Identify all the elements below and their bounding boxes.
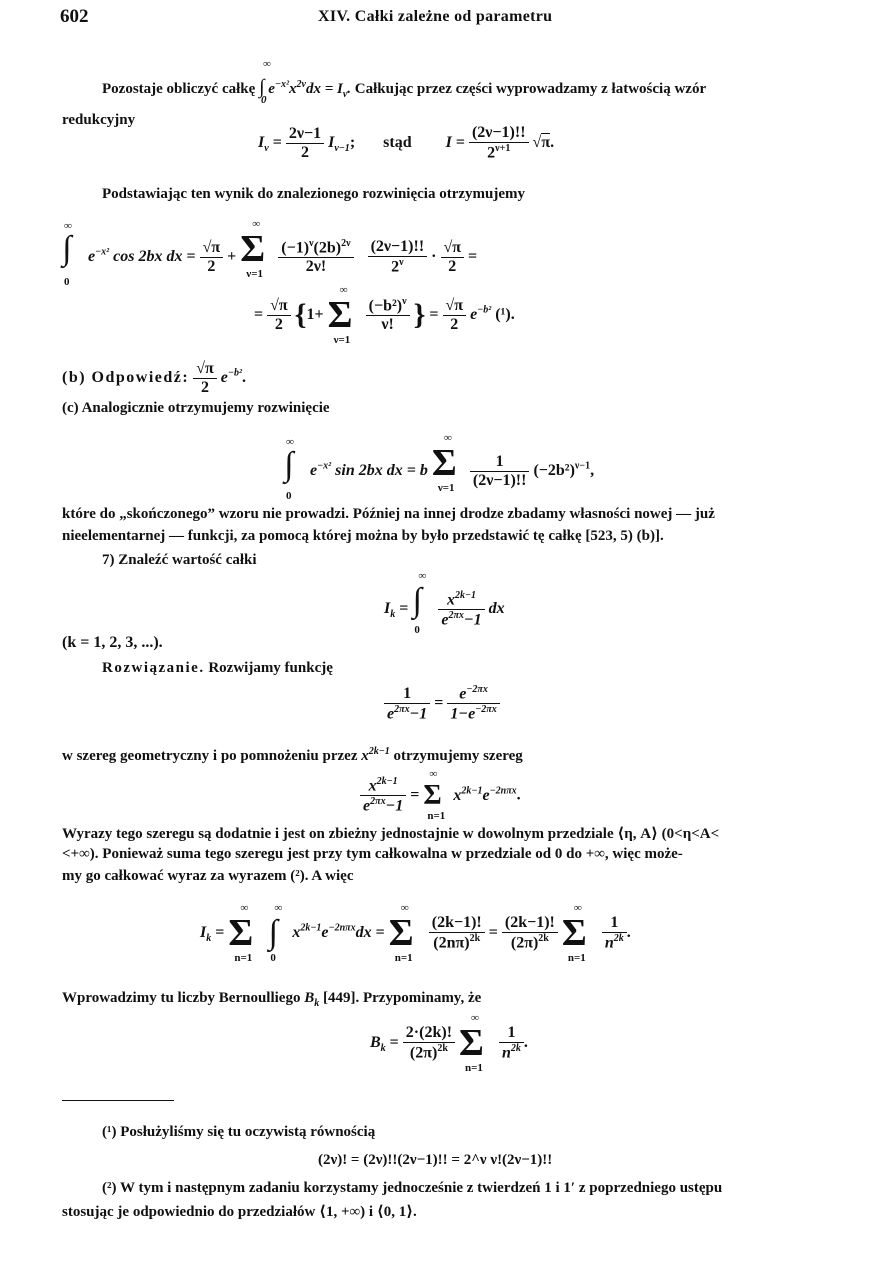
text-line: Podstawiając ten wynik do znalezionego rozwinięcia otrzymujemy (102, 186, 525, 202)
text-line: w szereg geometryczny i po pomnożeniu przez $x^{2k-1}$ otrzymujemy szereg (62, 746, 523, 764)
text-line: (c) Analogicznie otrzymujemy rozwinięcie (62, 400, 330, 416)
text-line: które do „skończonego” wzoru nie prowadzi. Później na innej drodze zbadamy własności nowej — już (62, 506, 715, 522)
text-line: Pozostaje obliczyć całkę ∞ ∫ 0 $e^{-x^2}x^{2\nu}dx = I_\nu$. Całkując przez części wyprowadzamy z łatwością wzór (102, 58, 707, 106)
answer-b: (b) Odpowiedź: $\frac{√\pi}{2}$ $e^{-b^2}$. (62, 360, 246, 396)
text-line: my go całkować wyraz za wyrazem (²). A więc (62, 868, 354, 884)
integral-formula: ∞ ∫ 0 $e^{-x^2}x^{2\nu}dx = I_\nu$. (259, 58, 355, 106)
solution-line: Rozwiązanie. Rozwijamy funkcję (102, 660, 333, 676)
text-line: redukcyjny (62, 112, 136, 128)
page-number: 602 (60, 6, 89, 27)
footnote-2: (²) W tym i następnym zadaniu korzystamy jednocześnie z twierdzeń 1 i 1′ z poprzedniego ustępu (102, 1180, 723, 1196)
footnote-rule (62, 1100, 174, 1101)
equation-series-expansion: $\frac{x^{2k-1}}{e^{2\pi x}-1}$ = ∞ Σ n=1 $x^{2k-1}e^{-2n\pi x}$. (360, 776, 521, 816)
running-title: XIV. Całki zależne od parametru (318, 8, 553, 25)
footnote-1: (¹) Posłużyliśmy się tu oczywistą równością (102, 1124, 376, 1140)
equation-reduction: $I_\nu$ = $\frac{2\nu-1}{2}$ $I_{\nu-1}$; stąd I = $\frac{(2\nu-1)!!}{2^{\nu+1}}$ √π. (258, 124, 555, 162)
text-line: Wprowadzimy tu liczby Bernoulliego $B_k$ [449]. Przypominamy, że (62, 990, 482, 1009)
k-range: (k = 1, 2, 3, ...). (62, 634, 163, 651)
footnote-2-cont: stosując je odpowiednio do przedziałów ⟨1, +∞) i ⟨0, 1⟩. (62, 1204, 417, 1220)
footnote-1-formula: (2ν)! = (2ν)!!(2ν−1)!! = 2^ν ν!(2ν−1)!! (318, 1152, 553, 1168)
equation-cos-series: ∞ ∫ 0 $e^{-x^2}$ cos 2bx dx = $\frac{√\pi}{2}$ + ∞ Σ ν=1 $\frac{(-1)^\nu(2b)^{2\nu}}{2\nu!}$ $\frac{(2\nu-1)!!}{2^\nu}$ · $\frac{√\pi}{2}$ = (62, 218, 478, 288)
equation-cos-result: = $\frac{√\pi}{2}$ {1+ ∞ Σ ν=1 $\frac{(-b^2)^\nu}{\nu!}$ } = $\frac{√\pi}{2}$ $e^{-b^2}$ (¹). (254, 284, 515, 347)
text-line: nieelementarnej — funkcji, za pomocą której można by było przedstawić tę całkę [523, 5) (b)]. (62, 528, 664, 544)
equation-geometric: $\frac{1}{e^{2\pi x}-1}$ = $\frac{e^{-2\pi x}}{1-e^{-2\pi x}}$ (384, 684, 500, 724)
text-line: <+∞). Ponieważ suma tego szeregu jest przy tym całkowalna w przedziale od 0 do +∞, więc może- (62, 846, 683, 862)
equation-Ik: $I_k$ = ∞ ∫ 0 $\frac{x^{2k-1}}{e^{2\pi x}-1}$ dx (384, 570, 505, 636)
equation-bernoulli: $B_k$ = $\frac{2\cdot(2k)!}{(2\pi)^{2k}}$ ∞ Σ n=1 $\frac{1}{n^{2k}}$ . (370, 1012, 528, 1075)
task-7: 7) Znaleźć wartość całki (102, 552, 257, 568)
equation-sin-series: ∞ ∫ 0 $e^{-x^2}$ sin 2bx dx = b ∞ Σ ν=1 $\frac{1}{(2\nu-1)!!}$ $(-2b^2)^{\nu-1}$, (284, 432, 595, 502)
text-line: Wyrazy tego szeregu są dodatnie i jest on zbieżny jednostajnie w dowolnym przedziale ⟨η, A⟩ (0<η<A< (62, 826, 720, 842)
equation-Ik-sum: $I_k$ = ∞ Σ n=1 ∞ ∫ 0 $x^{2k-1}e^{-2n\pi x}dx$ = ∞ Σ n=1 $\frac{(2k-1)!}{(2n\pi)^{2k}}$ = $\frac{(2k-1)!}{(2\pi)^{2k}}$ ∞ Σ n=1 $\frac{1}{n^{2k}}$ . (200, 902, 631, 965)
